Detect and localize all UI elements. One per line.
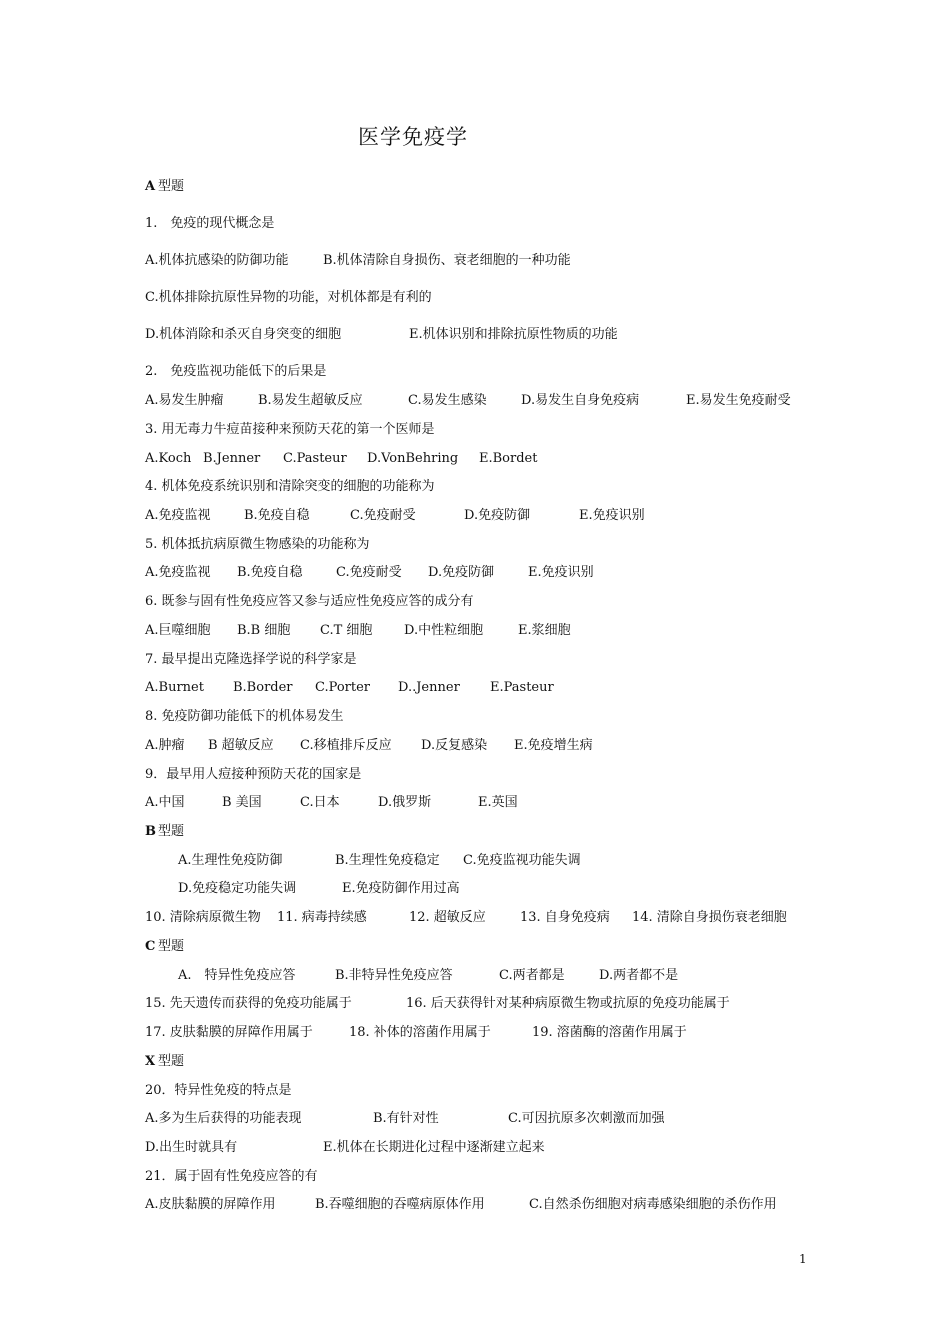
option: E.免疫识别 xyxy=(528,565,594,580)
option: E.浆细胞 xyxy=(518,623,571,638)
page-title: 医学免疫学 xyxy=(358,125,468,149)
option: E.英国 xyxy=(478,795,518,810)
option: B.非特异性免疫应答 xyxy=(335,968,453,983)
option: D.两者都不是 xyxy=(599,968,679,983)
option: B.生理性免疫稳定 xyxy=(335,853,440,868)
option: B.B 细胞 xyxy=(237,623,291,638)
question-20-stem: 20．特异性免疫的特点是 xyxy=(145,1083,292,1098)
option: A.肿瘤 xyxy=(145,738,185,753)
option: C.日本 xyxy=(300,795,340,810)
option: B.Border xyxy=(233,680,293,695)
option: D.免疫防御 xyxy=(464,508,531,523)
question: 18. 补体的溶菌作用属于 xyxy=(349,1025,491,1040)
question: 16. 后天获得针对某种病原微生物或抗原的免疫功能属于 xyxy=(406,996,730,1011)
option: A.免疫监视 xyxy=(145,565,211,580)
question: 11. 病毒持续感 xyxy=(277,910,367,925)
option: D.出生时就具有 xyxy=(145,1140,238,1155)
question-2-stem: 2. 免疫监视功能低下的后果是 xyxy=(145,364,327,379)
option: D.反复感染 xyxy=(421,738,488,753)
option: B.免疫自稳 xyxy=(237,565,303,580)
option: B.吞噬细胞的吞噬病原体作用 xyxy=(315,1197,485,1212)
option: E.免疫防御作用过高 xyxy=(342,881,460,896)
option: E.机体识别和排除抗原性物质的功能 xyxy=(409,327,618,342)
option: C.免疫监视功能失调 xyxy=(463,853,581,868)
option: C.Porter xyxy=(315,680,371,695)
option: C.T 细胞 xyxy=(320,623,373,638)
question-7-stem: 7. 最早提出克隆选择学说的科学家是 xyxy=(145,652,357,667)
question-6-stem: 6. 既参与固有性免疫应答又参与适应性免疫应答的成分有 xyxy=(145,594,474,609)
option: C.Pasteur xyxy=(283,451,347,466)
option: A.Burnet xyxy=(145,680,204,695)
option: B 美国 xyxy=(222,795,262,810)
option: D..Jenner xyxy=(398,680,460,695)
option: C.两者都是 xyxy=(499,968,565,983)
option: C.易发生感染 xyxy=(408,393,487,408)
option: C.免疫耐受 xyxy=(336,565,402,580)
question-8-stem: 8. 免疫防御功能低下的机体易发生 xyxy=(145,709,344,724)
question: 12. 超敏反应 xyxy=(409,910,486,925)
option: B.免疫自稳 xyxy=(244,508,310,523)
option: E.免疫识别 xyxy=(579,508,645,523)
option: D.VonBehring xyxy=(367,451,459,466)
option: C.可因抗原多次刺激而加强 xyxy=(508,1111,665,1126)
option: A.免疫监视 xyxy=(145,508,211,523)
option: B.有针对性 xyxy=(373,1111,439,1126)
option: A.巨噬细胞 xyxy=(145,623,211,638)
question-9-stem: 9．最早用人痘接种预防天花的国家是 xyxy=(145,767,362,782)
question: 15. 先天遗传而获得的免疫功能属于 xyxy=(145,996,352,1011)
section-letter: B xyxy=(145,824,156,839)
section-label: 型题 xyxy=(158,179,185,194)
question-3-stem: 3. 用无毒力牛痘苗接种来预防天花的第一个医师是 xyxy=(145,422,435,437)
question: 10. 清除病原微生物 xyxy=(145,910,261,925)
option: A.中国 xyxy=(145,795,185,810)
option: D.免疫防御 xyxy=(428,565,495,580)
option: D.免疫稳定功能失调 xyxy=(178,881,297,896)
section-label: 型题 xyxy=(158,1054,185,1069)
option: A.易发生肿瘤 xyxy=(145,393,224,408)
section-label: 型题 xyxy=(158,824,185,839)
option: C.自然杀伤细胞对病毒感染细胞的杀伤作用 xyxy=(529,1197,777,1212)
section-letter: X xyxy=(145,1054,156,1069)
option: E.Pasteur xyxy=(490,680,554,695)
option: E.Bordet xyxy=(479,451,538,466)
page-number: 1 xyxy=(799,1252,807,1266)
question: 17. 皮肤黏膜的屏障作用属于 xyxy=(145,1025,313,1040)
option: B.易发生超敏反应 xyxy=(258,393,363,408)
option: A.机体抗感染的防御功能 xyxy=(145,253,289,268)
option: E.免疫增生病 xyxy=(514,738,593,753)
option: D.易发生自身免疫病 xyxy=(521,393,640,408)
option: A.Koch xyxy=(145,451,192,466)
option: A.生理性免疫防御 xyxy=(178,853,283,868)
question-1-stem: 1. 免疫的现代概念是 xyxy=(145,216,275,231)
option: A.皮肤黏膜的屏障作用 xyxy=(145,1197,276,1212)
question-21-stem: 21．属于固有性免疫应答的有 xyxy=(145,1169,318,1184)
section-letter: A xyxy=(145,179,156,194)
option: E.机体在长期进化过程中逐渐建立起来 xyxy=(323,1140,545,1155)
option: A.多为生后获得的功能表现 xyxy=(145,1111,302,1126)
option: D.俄罗斯 xyxy=(378,795,432,810)
option: C.移植排斥反应 xyxy=(300,738,392,753)
option: B 超敏反应 xyxy=(208,738,274,753)
question: 13. 自身免疫病 xyxy=(520,910,610,925)
question: 14. 清除自身损伤衰老细胞 xyxy=(632,910,787,925)
question-4-stem: 4. 机体免疫系统识别和清除突变的细胞的功能称为 xyxy=(145,479,435,494)
option: E.易发生免疫耐受 xyxy=(686,393,791,408)
option: D.中性粒细胞 xyxy=(404,623,484,638)
question-1-option-c: C.机体排除抗原性异物的功能，对机体都是有利的 xyxy=(145,290,432,305)
option: C.免疫耐受 xyxy=(350,508,416,523)
option: B.机体清除自身损伤、衰老细胞的一种功能 xyxy=(323,253,571,268)
question: 19. 溶菌酶的溶菌作用属于 xyxy=(532,1025,687,1040)
option: B.Jenner xyxy=(203,451,261,466)
option: D.机体消除和杀灭自身突变的细胞 xyxy=(145,327,342,342)
section-letter: C xyxy=(145,939,156,954)
option: A. 特异性免疫应答 xyxy=(178,968,296,983)
question-5-stem: 5. 机体抵抗病原微生物感染的功能称为 xyxy=(145,537,370,552)
section-label: 型题 xyxy=(158,939,185,954)
